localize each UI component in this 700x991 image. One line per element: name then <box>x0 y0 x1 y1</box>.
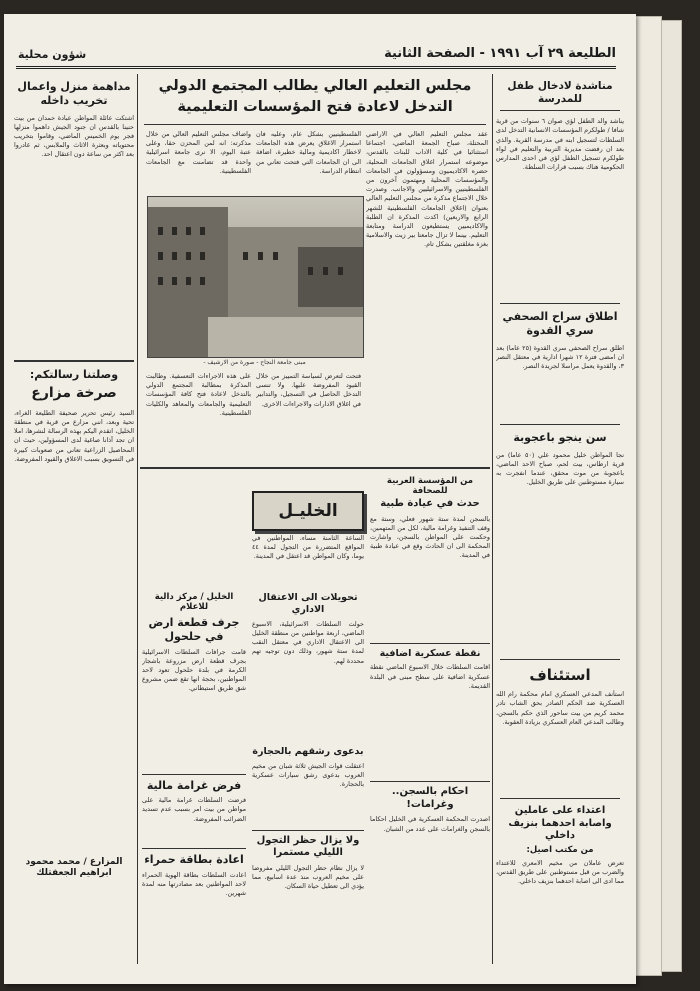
stones-title: بدعوى رشقهم بالحجارة <box>252 745 364 757</box>
hebron-section-box: الخليـل <box>252 491 364 531</box>
survival-title: سن ينجو باعجوبة <box>500 424 620 445</box>
clinic-title: حدث في عيادة طبية <box>380 498 480 509</box>
university-photo <box>147 196 364 358</box>
photo-caption: مبنى جامعة النجاح - صورة من الارشيف - <box>203 359 306 366</box>
military-point-body: اقامت السلطات خلال الاسبوع الماضي نقطة عسكرية اضافية على سطح مبنى في البلدة القديمة. <box>370 663 490 690</box>
red-card-title: اعادة بطاقة حمراء <box>142 848 246 867</box>
letters-title: وصلتنا رسالتكم: <box>29 367 119 381</box>
admin-detention-body: حولت السلطات الاسرائيلية، الاسبوع الماضي، اربعة مواطنين من منطقة الخليل الى الاعتقال الاداري في معتقل النقب لمدة ستة شهور، وذلك دون توجيه تهم محددة لهم. <box>252 619 364 665</box>
child-school-title: مناشدة لادخال طفل للمدرسة <box>500 80 620 111</box>
red-card-body: اعادت السلطات بطاقة الهوية الحمراء لاحد المواطنين بعد مصادرتها منه لمدة شهرين. <box>142 871 246 898</box>
hebron-col-middle <box>252 534 364 974</box>
land-bulldoze-body: قامت جرافات السلطات الاسرائيلية بجرف قطعة ارض مزروعة باشجار الكرمة في بلدة حلحول تعود لاحد المواطنين، بحجة انها تقع ضمن مشروع شق طريق استيطاني. <box>142 647 246 693</box>
clinic-source: من المؤسسة العربية للصحافة <box>386 476 474 496</box>
headline-rule <box>144 124 486 125</box>
land-bulldoze-title: جرف قطعة ارض في حلحول <box>148 616 240 643</box>
appeal-title: استئناف <box>500 659 620 685</box>
assault-source: من مكتب اصيل: <box>526 844 594 855</box>
raid-body: اشتكت عائلة المواطن عبادة حمدان من بيت حنينا بالقدس ان جنود الجيش داهموا منزلها فجر يوم الخميس الماضي، وقاموا بتخريب محتوياته وبعثرة الاثاث والملابس، ثم غادروا بعد اكثر من ساعة دون اعتقال احد. <box>14 113 134 159</box>
admin-detention-title: تحويلات الى الاعتقال الاداري <box>258 592 358 615</box>
clinic-body: بالسجن لمدة ستة شهور فعلي، وستة مع وقف التنفيذ وغرامة مالية، لكل من المتهمين، وحكمت على المواطن بالسجن، واشارت المحكمة الى ان الحادث وقع في عيادة طبية في المدينة. <box>370 514 490 560</box>
assault-body: تعرض عاملان من مخيم الامعري للاعتداء والضرب من قبل مستوطنين على طريق القدس، مما ادى الى اصابة احدهما بنزيف داخلي. <box>496 858 624 886</box>
curfew-body: لا يزال نظام حظر التجول الليلي مفروضا على مخيم العروب منذ عدة اسابيع، مما يؤدي الى تعطيل حياة السكان. <box>252 863 364 891</box>
main-body-col1: عقد مجلس التعليم العالي في الاراضي المحتلة، صباح الجمعة الماضي، اجتماعا استثنائيا في كلية الاداب للبنات بالقدس، موضوعه استمرار اغلاق الجامعات المحلية، حضره الاكاديميون ومسؤولون في الجامعات والمؤسسات المحلية ومهتمون آخرون من الفلسطينيين والاسرائيليين والاجانب. وصدرت خلال الاجتماع مذكرة من مجلس التعليم العالي بعنوان (اغلاق الجامعات الفلسطينية للشهر الرابع والاربعين) اكدت المذكرة ان الطلبة والاكاديميين يستطيعون الدراسة ومتابعة التعليم. بينما لا تزال جامعتا بير زيت والاسلامية بغزة مغلقتين بشكل تام. <box>366 130 488 249</box>
appeal-body: استأنف المدعي العسكري امام محكمة رام الله العسكرية ضد الحكم الصادر بحق الشاب نادر محمد كريم من بيت ساحور الذي حكم بالسجن، وطالب المدعي العام العسكري بزيادة العقوبة. <box>496 690 624 726</box>
main-body-col4: فتحت لتعرض لسياسة التمييز من خلال القيود المفروضة عليها. ولا تنسى التدخل الحاصل في التسجيل، والتدابير في اغلاق الادارات والاجراءات الاخرى. <box>256 372 361 408</box>
fine-body: فرضت السلطات غرامة مالية على مواطن من بيت امر بسبب عدم تسديد الضرائب المفروضة. <box>142 796 246 823</box>
military-point-title: نقطة عسكرية اضافية <box>370 643 490 660</box>
column-rule-right <box>492 74 493 964</box>
left-column <box>14 74 134 964</box>
farmer-cry-body: السيد رئيس تحرير صحيفة الطليعة الغراء، تحية وبعد، انني مزارع من قرية في منطقة الخليل، اتقدم اليكم بهذه الرسالة لنشرها، املا ان تجد آذانا صاغية لدى المسؤولين، حيث ان المحاصيل الزراعية تعاني من صعوبات كبيرة في التسويق بسبب الاغلاق والقيود المفروضة. <box>14 408 134 463</box>
dalia-source: الخليل / مركز دالية للاعلام <box>154 592 234 612</box>
journalist-release-title: اطلاق سراح الصحفي سري القدوة <box>500 303 620 338</box>
main-headline: مجلس التعليم العالي يطالب المجتمع الدولي التدخل لاعادة فتح المؤسسات التعليمية <box>158 78 472 115</box>
right-column <box>496 72 624 972</box>
column-rule-left <box>137 74 138 964</box>
masthead <box>16 44 616 69</box>
sentences-body: اصدرت المحكمة العسكرية في الخليل احكاما بالسجن والغرامات على عدد من الشبان. <box>370 815 490 833</box>
curfew-title: ولا يزال حظر التجول الليلي مستمرا <box>252 830 364 860</box>
journalist-release-body: اطلق سراح الصحفي سري القدوة (٢٥ عاما) بعد ان امضى فترة ١٢ شهرا ادارية في معتقل النصر ٣، والقدوة يعمل مراسلا لجريدة النصر. <box>496 343 624 371</box>
verdict-body: الساعة الثامنة مساء، المواطنين في المواقع المتضررة من التجول لمدة ٤٤ يوما، وكان المواطن قد اعتقل في المدينة. <box>252 534 364 561</box>
raid-title: مداهمة منزل واعمال تخريب داخله <box>17 80 131 107</box>
hebron-col-right <box>370 472 490 972</box>
assault-title: اعتداء على عاملين واصابة احدهما بنزيف داخلي <box>500 798 620 843</box>
sentences-title: احكام بالسجن.. وغرامات! <box>370 781 490 811</box>
newspaper-page <box>4 14 636 984</box>
child-school-body: يناشد والد الطفل لؤي صوان ٦ سنوات من قرية شافا / طولكرم المؤسسات الانسانية التدخل لدى السلطات لتسجيل ابنه في مدرسة القرية. والذي بعد ان رفضت مديرية التربية والتعليم في لواء طولكرم تسجيل الطفل لؤي في احدى المدارس الحكومية هناك بسبب قرارات السلطة. <box>496 117 624 172</box>
fine-title: فرض غرامة مالية <box>142 774 246 793</box>
section-rule <box>140 467 490 469</box>
section-label: شؤون محلية <box>18 48 87 61</box>
letter-signature: المزارع / محمد محمود ابراهيم الجعفتلك <box>25 856 123 878</box>
hebron-col-left <box>142 534 246 974</box>
main-body-col3: واضاف مجلس التعليم العالي من خلال مذكرته: انه لمن المحزن حقا، وعلى عتبة اليوم، الا نرى جامعة اسرائيلية واحدة قد تضامنت مع الجامعات الفلسطينية. <box>146 130 251 175</box>
survival-body: نجا المواطن خليل محمود علي (٥٠ عاما) من قرية ارطاس، بيت لحم، صباح الاحد الماضي، باعجوبة من موت محقق، عندما انفجرت به سيارة مستوطنين على طريق الخليل. <box>496 450 624 487</box>
main-body-col2: الفلسطينيين بشكل عام، وعليه فان استمرار الاغلاق يعرض هذه الجامعات لاخطار اكاديمية ومالية خطيرة، اضافة الى ان الجامعات التي فتحت تعاني من انتظام الدراسة. <box>256 130 361 175</box>
stones-body: اعتقلت قوات الجيش ثلاثة شبان من مخيم العروب بدعوى رشق سيارات عسكرية بالحجارة. <box>252 761 364 789</box>
date-header: الطليعة ٢٩ آب ١٩٩١ - الصفحة الثانية <box>384 46 616 61</box>
main-body-col5: على هذه الاجراءات التعسفية. وطالبت المذكرة بمطالبة المجتمع الدولي بالتدخل لاعادة فتح كافة المؤسسات التعليمية والجامعات والمعاهد والكليات الفلسطينية. <box>146 372 251 417</box>
farmer-cry-title: صرخة مزارع <box>31 385 117 402</box>
